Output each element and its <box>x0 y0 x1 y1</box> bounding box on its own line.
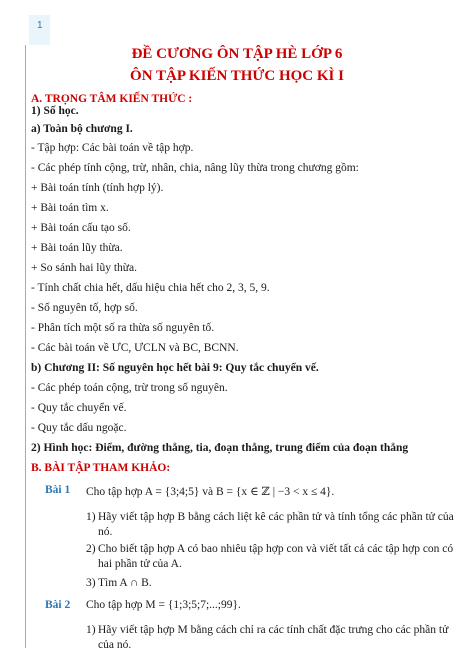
document-subtitle: ÔN TẬP KIẾN THỨC HỌC KÌ I <box>130 68 344 84</box>
document-title: ĐỀ CƯƠNG ÔN TẬP HÈ LỚP 6 <box>131 46 343 62</box>
list-item: + Bài toán cấu tạo số. <box>31 222 131 234</box>
exercise-2-text: Cho tập hợp M = {1;3;5;7;...;99}. <box>86 599 241 611</box>
list-item: + So sánh hai lũy thừa. <box>31 262 137 274</box>
section-a-heading: A. TRỌNG TÂM KIẾN THỨC : <box>31 93 193 105</box>
heading-hinh-hoc: 2) Hình học: Điểm, đường thẳng, tia, đoạn thẳng, trung điểm của đoạn thẳng <box>31 442 409 454</box>
list-item: - Tập hợp: Các bài toán về tập hợp. <box>31 142 194 154</box>
list-item: - Quy tắc chuyển vế. <box>31 402 127 414</box>
exercise-1-text: Cho tập hợp A = {3;4;5} và B = {x ∈ ℤ | −3 < x ≤ 4}. <box>86 486 335 498</box>
exercise-1-label: Bài 1 <box>45 484 71 496</box>
list-item: - Phân tích một số ra thừa số nguyên tố. <box>31 322 215 334</box>
exercise-2-label: Bài 2 <box>45 599 71 611</box>
page-number: 1 <box>37 20 43 31</box>
item-number: 1) <box>86 511 96 523</box>
heading-chuong-2: b) Chương II: Số nguyên học hết bài 9: Quy tắc chuyển vế. <box>31 362 319 374</box>
item-line: Hãy viết tập hợp M bằng cách chỉ ra các tính chất đặc trưng cho các phần tử <box>98 624 449 636</box>
list-item: - Số nguyên tố, hợp số. <box>31 302 138 314</box>
list-item: + Bài toán tìm x. <box>31 202 109 214</box>
item-line: của nó. <box>98 639 132 651</box>
item-number: 1) <box>86 624 96 636</box>
item-line: Tìm A ∩ B. <box>98 577 152 589</box>
list-item: - Quy tắc dấu ngoặc. <box>31 422 127 434</box>
section-b-heading: B. BÀI TẬP THAM KHẢO: <box>31 462 171 474</box>
margin-line <box>25 45 26 648</box>
list-item: - Tính chất chia hết, dấu hiệu chia hết cho 2, 3, 5, 9. <box>31 282 270 294</box>
list-item: + Bài toán tính (tính hợp lý). <box>31 182 164 194</box>
item-number: 2) <box>86 543 96 555</box>
list-item: - Các phép tính cộng, trừ, nhân, chia, nâng lũy thừa trong chương gồm: <box>31 162 359 174</box>
heading-chuong-1: a) Toàn bộ chương I. <box>31 123 133 135</box>
item-line: nó. <box>98 526 113 538</box>
item-line: Cho biết tập hợp A có bao nhiêu tập hợp con và viết tất cả các tập hợp con có <box>98 543 454 555</box>
list-item: - Các phép toán cộng, trừ trong số nguyên. <box>31 382 228 394</box>
heading-so-hoc: 1) Số học. <box>31 105 79 117</box>
item-number: 3) <box>86 577 96 589</box>
item-line: Hãy viết tập hợp B bằng cách liệt kê các phần tử và tính tổng các phần tử của <box>98 511 454 523</box>
list-item: - Các bài toán về ƯC, ƯCLN và BC, BCNN. <box>31 342 239 354</box>
item-line: hai phần tử của A. <box>98 558 182 570</box>
list-item: + Bài toán lũy thừa. <box>31 242 123 254</box>
